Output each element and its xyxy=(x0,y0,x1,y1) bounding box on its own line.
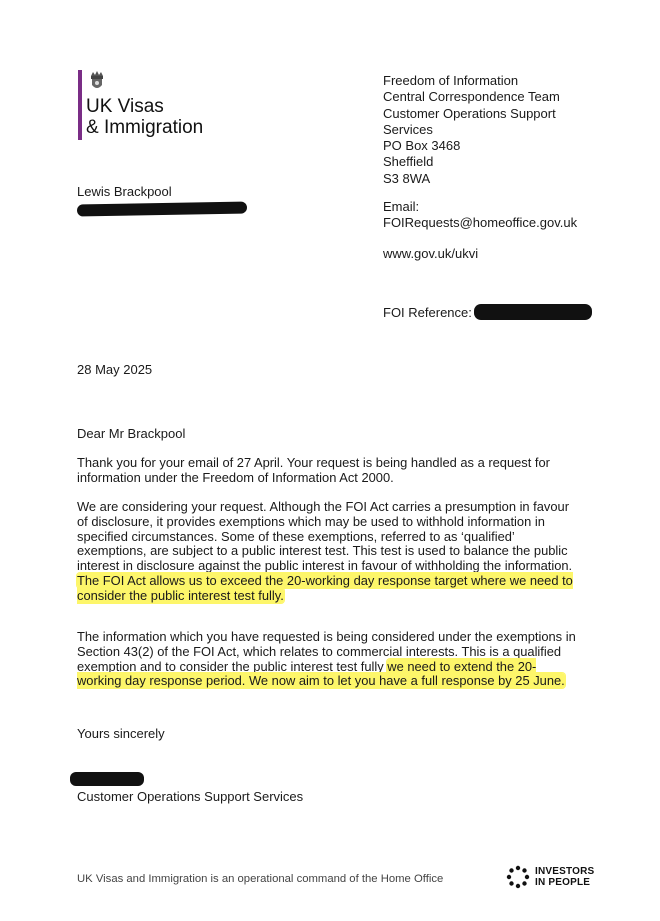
website-link[interactable]: www.gov.uk/ukvi xyxy=(383,246,479,261)
badge-text xyxy=(535,866,594,888)
recipient-name: Lewis Brackpool xyxy=(77,184,172,199)
address-line: Freedom of Information xyxy=(383,73,519,88)
paragraph-2-highlight: The FOI Act allows us to exceed the 20-working day response target where we need to consider the public interest test fully. xyxy=(77,572,573,603)
address-line: Central Correspondence Team xyxy=(383,89,560,105)
logo-bar xyxy=(78,70,82,140)
address-line: S3 8WA xyxy=(383,170,431,186)
email-address[interactable]: FOIRequests@homeoffice.gov.uk xyxy=(383,215,578,231)
logo-line1: UK Visas xyxy=(86,96,164,117)
investors-in-people-icon xyxy=(505,864,531,890)
salutation: Dear Mr Brackpool xyxy=(77,426,186,441)
paragraph-2-text: We are considering your request. Although the FOI Act carries a presumption in favour of disclosure, it provides exemptions which may be used to withhold information in specified circumstances. Some of these exemptions, referred to as ‘qualified’ exemptions, are subject to a public interest test. This test is used to balance the public interest in disclosure against the public interest in favour of withholding the information. xyxy=(77,499,573,574)
royal-crest-icon xyxy=(88,70,106,92)
redacted-foi-reference xyxy=(474,304,592,320)
paragraph-3-highlight: we need to extend the 20-working day response period. We now aim to let you have a full response by 25 June. xyxy=(77,658,565,689)
recipient-block xyxy=(77,184,247,219)
address-line: PO Box 3468 xyxy=(383,138,461,154)
badge-line1: INVESTORS xyxy=(535,866,595,877)
contact-block xyxy=(383,199,577,232)
paragraph-1: Thank you for your email of 27 April. Your request is being handled as a request for information under the Freedom of Information Act 2000. xyxy=(77,455,550,485)
badge-line2: IN PEOPLE xyxy=(535,877,591,888)
address-line: Services xyxy=(383,121,433,137)
paragraph-3 xyxy=(77,630,577,689)
foi-reference xyxy=(383,304,592,320)
logo-wordmark xyxy=(86,96,203,138)
closing: Yours sincerely xyxy=(77,726,165,741)
redacted-recipient-email xyxy=(77,202,247,217)
redacted-signature xyxy=(70,772,144,786)
email-label: Email: xyxy=(383,199,420,214)
sender-address xyxy=(383,73,560,187)
paragraph-3-text: The information which you have requested is being considered under the exemptions in Section 43(2) of the FOI Act, which relates to commercial interests. This is a qualified exemption and to consider the public interest test fully xyxy=(77,629,576,674)
address-line: Customer Operations Support xyxy=(383,105,556,121)
paragraph-2 xyxy=(77,500,577,604)
letter-date: 28 May 2025 xyxy=(77,362,153,377)
footer-text: UK Visas and Immigration is an operational command of the Home Office xyxy=(77,873,444,885)
logo-line2: & Immigration xyxy=(86,117,204,138)
investors-in-people-badge xyxy=(505,864,594,890)
foi-reference-label: FOI Reference: xyxy=(383,304,472,320)
address-line: Sheffield xyxy=(383,154,434,170)
signature-team: Customer Operations Support Services xyxy=(77,789,304,804)
